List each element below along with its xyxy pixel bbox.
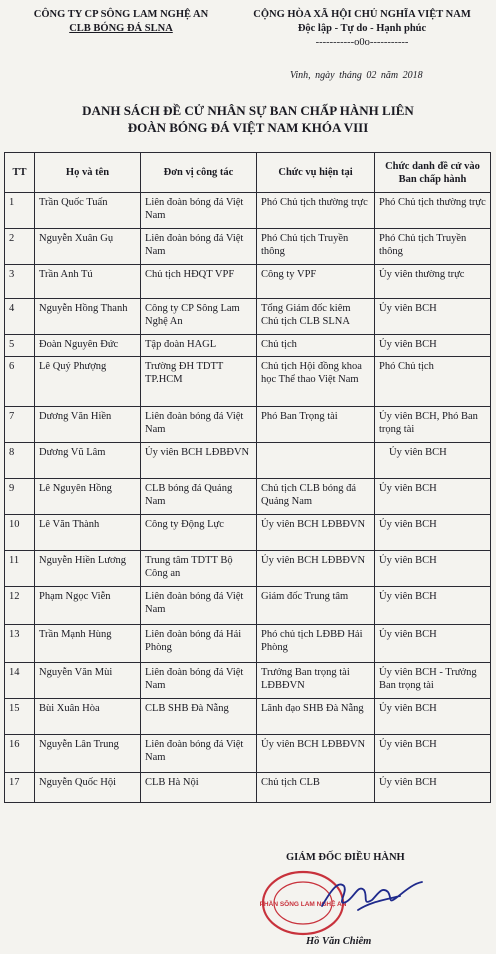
cell-nominated: Phó Chủ tịch [375,357,491,407]
cell-position: Trưởng Ban trọng tài LĐBĐVN [257,663,375,699]
cell-name: Đoàn Nguyên Đức [35,335,141,357]
cell-nominated: Ủy viên BCH [375,587,491,625]
cell-name: Dương Văn Hiền [35,407,141,443]
signer-name: Hồ Văn Chiêm [306,936,372,947]
cell-name: Nguyễn Hiền Lương [35,551,141,587]
header-nominated: Chức danh đề cử vào Ban chấp hành [375,153,491,193]
cell-position: Phó Ban Trọng tài [257,407,375,443]
cell-tt: 12 [5,587,35,625]
cell-nominated: Ủy viên BCH [375,443,491,479]
cell-nominated: Ủy viên BCH [375,515,491,551]
cell-position: Phó Chủ tịch thường trực [257,193,375,229]
table-row [5,407,491,443]
cell-unit: CLB bóng đá Quảng Nam [141,479,257,515]
title-line-1: DANH SÁCH ĐỀ CỬ NHÂN SỰ BAN CHẤP HÀNH LIÊN [82,103,414,118]
company-name: CÔNG TY CP SÔNG LAM NGHỆ AN [33,9,209,20]
cell-tt: 13 [5,625,35,663]
cell-nominated: Ủy viên BCH [375,551,491,587]
cell-position: Tổng Giám đốc kiêm Chủ tịch CLB SLNA [257,299,375,335]
cell-tt: 16 [5,735,35,773]
cell-unit: Liên đoàn bóng đá Việt Nam [141,193,257,229]
country-name: CỘNG HÒA XÃ HỘI CHỦ NGHĨA VIỆT NAM [253,9,471,20]
cell-nominated: Ủy viên BCH [375,479,491,515]
cell-tt: 11 [5,551,35,587]
cell-name: Nguyễn Xuân Gụ [35,229,141,265]
cell-name: Bùi Xuân Hòa [35,699,141,735]
table-row [5,551,491,587]
svg-text:PHẦN SÔNG LAM NGHỆ AN: PHẦN SÔNG LAM NGHỆ AN [259,901,347,908]
cell-unit: Chủ tịch HĐQT VPF [141,265,257,299]
cell-unit: Liên đoàn bóng đá Hải Phòng [141,625,257,663]
cell-tt: 2 [5,229,35,265]
cell-nominated: Ủy viên BCH [375,299,491,335]
cell-name: Nguyễn Văn Mùi [35,663,141,699]
cell-nominated: Phó Chủ tịch Truyền thông [375,229,491,265]
header-position: Chức vụ hiện tại [257,153,375,193]
table-row [5,299,491,335]
cell-unit: CLB SHB Đà Nẵng [141,699,257,735]
cell-unit: Liên đoàn bóng đá Việt Nam [141,229,257,265]
cell-nominated: Ủy viên BCH [375,699,491,735]
handwritten-signature [318,872,428,920]
cell-name: Nguyễn Quốc Hội [35,773,141,803]
signer-title: GIÁM ĐỐC ĐIỀU HÀNH [286,852,405,863]
cell-nominated: Ủy viên BCH [375,625,491,663]
cell-nominated: Ủy viên BCH - Trưởng Ban trọng tài [375,663,491,699]
cell-position: Chủ tịch Hội đồng khoa học Thể thao Việt Nam [257,357,375,407]
cell-position: Ủy viên BCH LĐBĐVN [257,735,375,773]
header-tt: TT [5,153,35,193]
club-name: CLB BÓNG ĐÁ SLNA [69,23,173,34]
table-row [5,735,491,773]
cell-unit: Liên đoàn bóng đá Việt Nam [141,407,257,443]
cell-nominated: Ủy viên BCH [375,773,491,803]
table-row [5,443,491,479]
cell-tt: 4 [5,299,35,335]
cell-position: Giám đốc Trung tâm [257,587,375,625]
date-line: Vinh, ngày tháng 02 năm 2018 [290,70,423,81]
table-row [5,587,491,625]
cell-position: Ủy viên BCH LĐBĐVN [257,515,375,551]
cell-unit: Trường ĐH TDTT TP.HCM [141,357,257,407]
cell-unit: Tập đoàn HAGL [141,335,257,357]
issuer-header [16,8,226,36]
cell-position: Phó Chủ tịch Truyền thông [257,229,375,265]
cell-unit: CLB Hà Nội [141,773,257,803]
cell-nominated: Ủy viên BCH [375,735,491,773]
national-motto: Độc lập - Tự do - Hạnh phúc [297,23,427,34]
table-row [5,265,491,299]
cell-position: Chủ tịch CLB bóng đá Quảng Nam [257,479,375,515]
cell-tt: 15 [5,699,35,735]
cell-tt: 8 [5,443,35,479]
table-row [5,335,491,357]
title-line-2: ĐOÀN BÓNG ĐÁ VIỆT NAM KHÓA VIII [127,120,369,135]
cell-unit: Trung tâm TDTT Bộ Công an [141,551,257,587]
cell-nominated: Ủy viên BCH, Phó Ban trọng tài [375,407,491,443]
cell-tt: 14 [5,663,35,699]
cell-tt: 17 [5,773,35,803]
header-divider: -----------o0o----------- [315,37,409,48]
cell-name: Lê Nguyên Hồng [35,479,141,515]
table-row [5,193,491,229]
table-header-row [5,153,491,193]
table-row [5,663,491,699]
cell-name: Nguyễn Hồng Thanh [35,299,141,335]
header-unit: Đơn vị công tác [141,153,257,193]
cell-unit: Công ty Động Lực [141,515,257,551]
cell-tt: 3 [5,265,35,299]
table-row [5,773,491,803]
table-row [5,625,491,663]
cell-unit: Liên đoàn bóng đá Việt Nam [141,735,257,773]
cell-nominated: Phó Chủ tịch thường trực [375,193,491,229]
cell-position: Chủ tịch [257,335,375,357]
cell-tt: 5 [5,335,35,357]
cell-unit: Ủy viên BCH LĐBĐVN [141,443,257,479]
cell-position [257,443,375,479]
cell-tt: 1 [5,193,35,229]
table-row [5,479,491,515]
table-row [5,699,491,735]
cell-name: Trần Anh Tú [35,265,141,299]
cell-tt: 7 [5,407,35,443]
cell-position: Công ty VPF [257,265,375,299]
national-header [236,8,488,50]
cell-name: Lê Quý Phượng [35,357,141,407]
table-row [5,515,491,551]
table-row [5,357,491,407]
cell-position: Ủy viên BCH LĐBĐVN [257,551,375,587]
cell-nominated: Ủy viên thường trực [375,265,491,299]
cell-position: Phó chủ tịch LĐBĐ Hải Phòng [257,625,375,663]
cell-nominated: Ủy viên BCH [375,335,491,357]
cell-tt: 9 [5,479,35,515]
cell-name: Trần Quốc Tuấn [35,193,141,229]
cell-name: Lê Văn Thành [35,515,141,551]
cell-name: Dương Vũ Lâm [35,443,141,479]
cell-name: Trần Mạnh Hùng [35,625,141,663]
cell-unit: Công ty CP Sông Lam Nghệ An [141,299,257,335]
cell-name: Phạm Ngọc Viễn [35,587,141,625]
header-name: Họ và tên [35,153,141,193]
cell-tt: 6 [5,357,35,407]
cell-position: Lãnh đạo SHB Đà Nẵng [257,699,375,735]
cell-position: Chủ tịch CLB [257,773,375,803]
cell-unit: Liên đoàn bóng đá Việt Nam [141,663,257,699]
cell-name: Nguyễn Lân Trung [35,735,141,773]
cell-unit: Liên đoàn bóng đá Việt Nam [141,587,257,625]
cell-tt: 10 [5,515,35,551]
table-row [5,229,491,265]
document-title [20,102,476,136]
nominee-table [4,152,491,803]
